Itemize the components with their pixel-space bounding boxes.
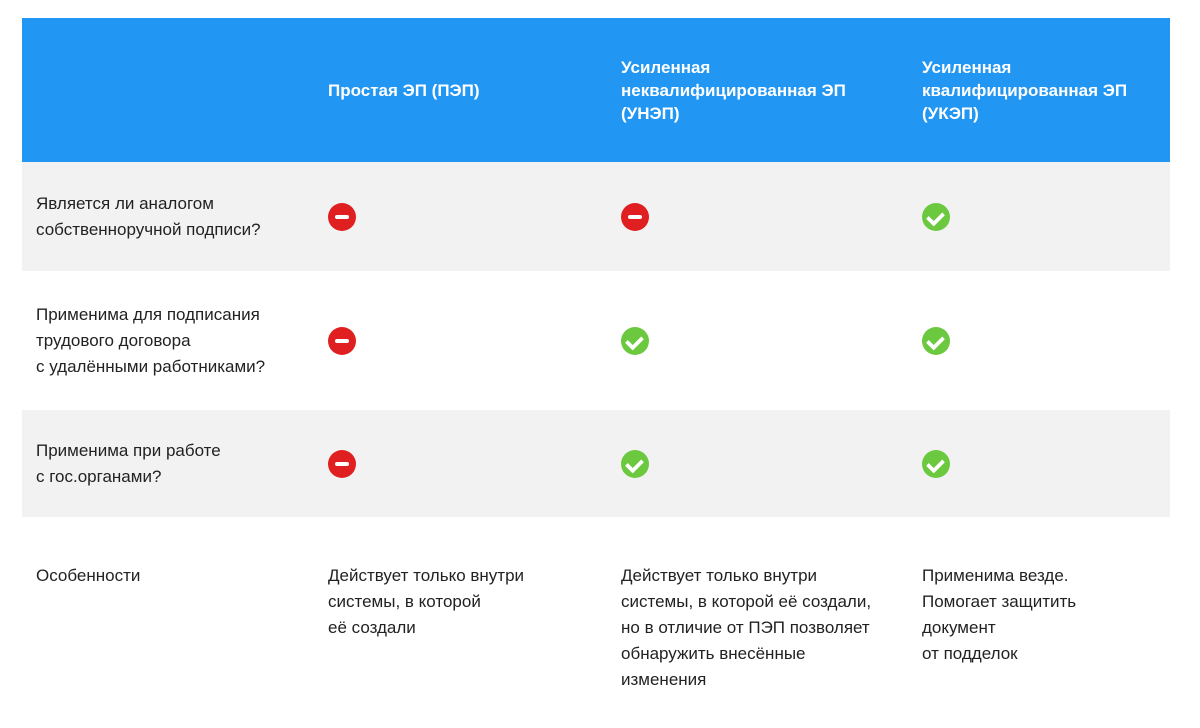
table-header bbox=[22, 18, 1170, 162]
check-circle-icon bbox=[922, 327, 950, 355]
check-circle-icon bbox=[922, 450, 950, 478]
check-circle-icon bbox=[922, 203, 950, 231]
table-row bbox=[22, 410, 1170, 517]
features-ukep: Применима везде. Помогает защитить документ от подделок bbox=[922, 566, 1077, 663]
header-unep: Усиленная неквалифицированная ЭП (УНЭП) bbox=[621, 57, 846, 123]
header-ukep: Усиленная квалифицированная ЭП (УКЭП) bbox=[922, 57, 1128, 123]
minus-circle-icon bbox=[328, 203, 356, 231]
comparison-table bbox=[22, 18, 1170, 707]
minus-circle-icon bbox=[328, 327, 356, 355]
check-circle-icon bbox=[621, 450, 649, 478]
features-pep: Действует только внутри системы, в которой её создали bbox=[328, 566, 525, 637]
row-label: Применима для подписания трудового договора с удалёнными работниками? bbox=[36, 304, 266, 376]
header-empty-cell bbox=[36, 18, 306, 162]
table-row-features bbox=[22, 517, 1170, 707]
check-circle-icon bbox=[621, 327, 649, 355]
features-unep: Действует только внутри системы, в которой её создали, но в отличие от ПЭП позволяет обнаружить внесённые изменения bbox=[621, 566, 872, 689]
table-row bbox=[22, 271, 1170, 410]
minus-circle-icon bbox=[328, 450, 356, 478]
row-label: Применима при работе с гос.органами? bbox=[36, 440, 221, 486]
row-label: Является ли аналогом собственноручной подписи? bbox=[36, 193, 261, 239]
features-label: Особенности bbox=[36, 566, 141, 585]
minus-circle-icon bbox=[621, 203, 649, 231]
header-pep: Простая ЭП (ПЭП) bbox=[328, 80, 480, 100]
table-row bbox=[22, 162, 1170, 271]
